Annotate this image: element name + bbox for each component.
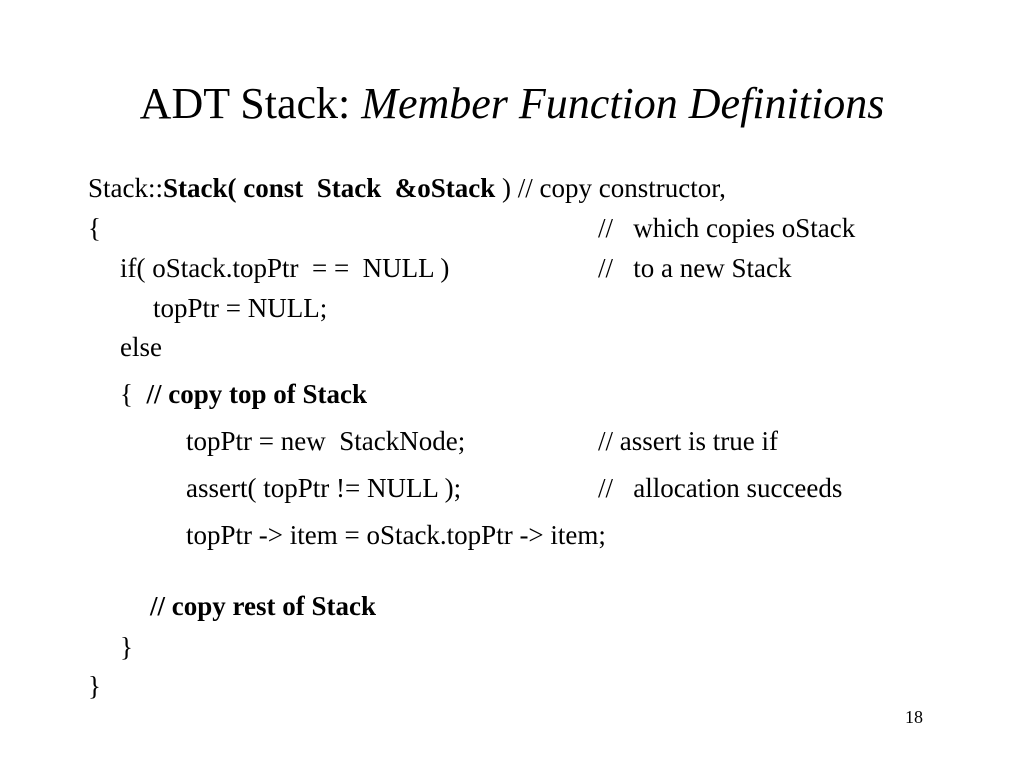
code-line-10-comment: // copy rest of Stack bbox=[150, 591, 376, 621]
code-line-7-comment: // assert is true if bbox=[598, 426, 778, 456]
code-line-2-brace: { bbox=[88, 213, 101, 243]
code-line-6-comment: // copy top of Stack bbox=[146, 379, 367, 409]
code-line-8-comment: // allocation succeeds bbox=[598, 473, 843, 503]
code-line-4: topPtr = NULL; bbox=[153, 293, 328, 323]
page-number: 18 bbox=[905, 707, 923, 727]
code-line-7: topPtr = new StackNode; bbox=[186, 426, 466, 456]
code-line-5: else bbox=[120, 332, 162, 362]
code-line-1-comment: ) // copy constructor, bbox=[502, 173, 726, 203]
code-line-3-comment: // to a new Stack bbox=[598, 253, 792, 283]
slide-title bbox=[0, 76, 1024, 132]
code-line-1-signature: Stack( const Stack &oStack bbox=[163, 173, 503, 203]
code-line-12: } bbox=[88, 671, 101, 701]
code-line-3-if: if( oStack.topPtr = = NULL ) bbox=[120, 253, 450, 283]
code-line-8: assert( topPtr != NULL ); bbox=[186, 473, 462, 503]
code-line-1-scope: Stack:: bbox=[88, 173, 163, 203]
code-line-1 bbox=[88, 172, 726, 204]
code-line-2-comment: // which copies oStack bbox=[598, 213, 856, 243]
slide-title-italic: Member Function Definitions bbox=[361, 79, 885, 128]
code-line-6 bbox=[120, 378, 367, 410]
slide-title-plain: ADT Stack: bbox=[139, 79, 362, 128]
code-line-11: } bbox=[120, 632, 133, 662]
code-line-6-brace: { bbox=[120, 379, 147, 409]
code-line-9: topPtr -> item = oStack.topPtr -> item; bbox=[186, 520, 606, 550]
